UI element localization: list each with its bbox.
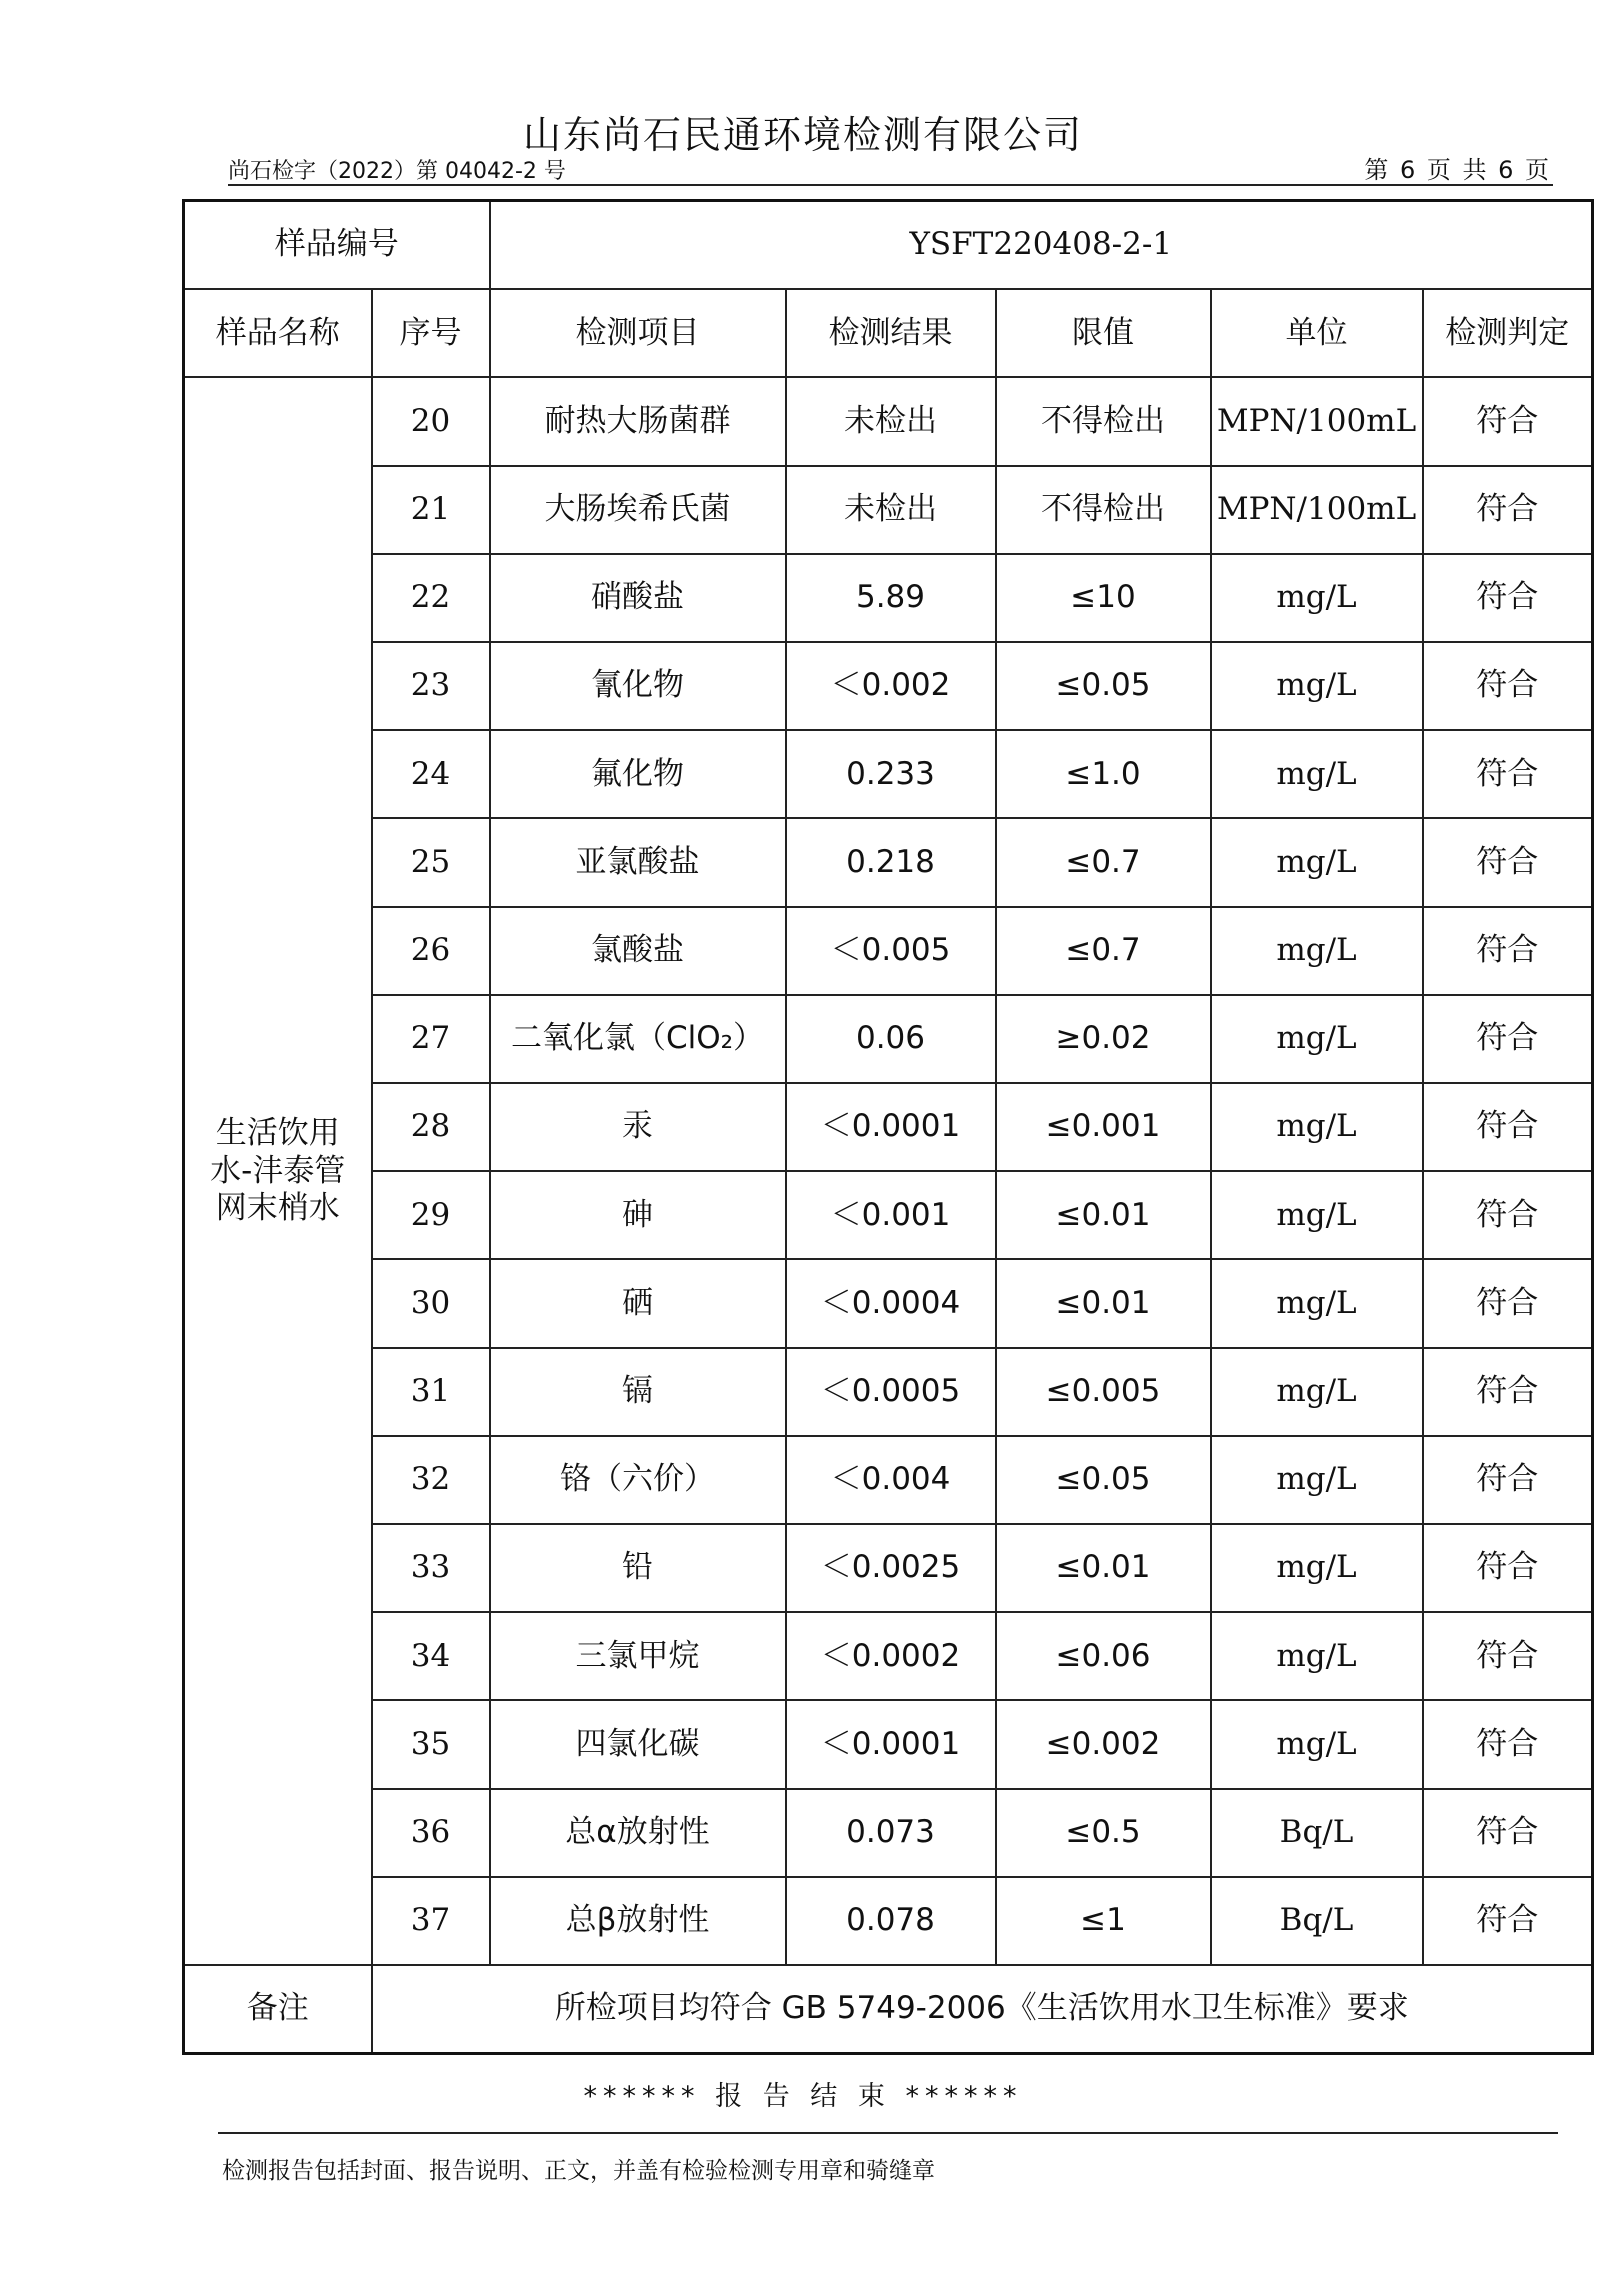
unit: mg/L bbox=[1211, 1083, 1423, 1171]
column-header: 检测项目 bbox=[490, 289, 786, 377]
row-number: 32 bbox=[372, 1436, 490, 1524]
row-number: 20 bbox=[372, 377, 490, 465]
table-row bbox=[184, 466, 1593, 554]
limit-value: ≤0.7 bbox=[996, 818, 1211, 906]
column-header: 序号 bbox=[372, 289, 490, 377]
table-row bbox=[184, 1612, 1593, 1700]
footer-note: 检测报告包括封面、报告说明、正文，并盖有检验检测专用章和骑缝章 bbox=[222, 2158, 935, 2184]
table-row bbox=[184, 907, 1593, 995]
row-number: 37 bbox=[372, 1877, 490, 1965]
table-row bbox=[184, 1700, 1593, 1788]
unit: Bq/L bbox=[1211, 1877, 1423, 1965]
column-header: 单位 bbox=[1211, 289, 1423, 377]
unit: mg/L bbox=[1211, 907, 1423, 995]
test-result: 0.06 bbox=[786, 995, 996, 1083]
unit: mg/L bbox=[1211, 1259, 1423, 1347]
test-item: 三氯甲烷 bbox=[490, 1612, 786, 1700]
limit-value: ≤0.7 bbox=[996, 907, 1211, 995]
verdict: 符合 bbox=[1423, 377, 1593, 465]
footer-divider bbox=[218, 2132, 1558, 2134]
column-header-row bbox=[184, 289, 1593, 377]
test-result: ＜0.0001 bbox=[786, 1083, 996, 1171]
table-row bbox=[184, 554, 1593, 642]
limit-value: 不得检出 bbox=[996, 377, 1211, 465]
column-header: 检测结果 bbox=[786, 289, 996, 377]
test-item: 铅 bbox=[490, 1524, 786, 1612]
limit-value: ≤1 bbox=[996, 1877, 1211, 1965]
page-number: 第 6 页 共 6 页 bbox=[1364, 156, 1551, 184]
row-number: 29 bbox=[372, 1171, 490, 1259]
limit-value: ≤0.001 bbox=[996, 1083, 1211, 1171]
sample-number-value: YSFT220408-2-1 bbox=[490, 201, 1593, 289]
verdict: 符合 bbox=[1423, 642, 1593, 730]
table-row bbox=[184, 1524, 1593, 1612]
row-number: 35 bbox=[372, 1700, 490, 1788]
verdict: 符合 bbox=[1423, 466, 1593, 554]
row-number: 27 bbox=[372, 995, 490, 1083]
limit-value: ≤1.0 bbox=[996, 730, 1211, 818]
table-row bbox=[184, 1348, 1593, 1436]
table-row bbox=[184, 1877, 1593, 1965]
report-end-marker: ****** 报 告 结 束 ****** bbox=[583, 2081, 1023, 2112]
unit: mg/L bbox=[1211, 1171, 1423, 1259]
test-item: 二氧化氯（ClO₂） bbox=[490, 995, 786, 1083]
test-result: 0.073 bbox=[786, 1789, 996, 1877]
verdict: 符合 bbox=[1423, 995, 1593, 1083]
verdict: 符合 bbox=[1423, 554, 1593, 642]
company-name: 山东尚石民通环境检测有限公司 bbox=[522, 113, 1083, 157]
unit: mg/L bbox=[1211, 818, 1423, 906]
verdict: 符合 bbox=[1423, 1171, 1593, 1259]
row-number: 31 bbox=[372, 1348, 490, 1436]
row-number: 33 bbox=[372, 1524, 490, 1612]
row-number: 23 bbox=[372, 642, 490, 730]
test-item: 氰化物 bbox=[490, 642, 786, 730]
test-item: 氟化物 bbox=[490, 730, 786, 818]
test-item: 砷 bbox=[490, 1171, 786, 1259]
unit: MPN/100mL bbox=[1211, 377, 1423, 465]
limit-value: ≤10 bbox=[996, 554, 1211, 642]
unit: mg/L bbox=[1211, 1524, 1423, 1612]
test-item: 铬（六价） bbox=[490, 1436, 786, 1524]
verdict: 符合 bbox=[1423, 818, 1593, 906]
test-item: 硒 bbox=[490, 1259, 786, 1347]
sample-name: 生活饮用 水-沣泰管 网末梢水 bbox=[184, 377, 372, 1965]
row-number: 36 bbox=[372, 1789, 490, 1877]
test-result: 未检出 bbox=[786, 377, 996, 465]
row-number: 26 bbox=[372, 907, 490, 995]
limit-value: ≤0.05 bbox=[996, 1436, 1211, 1524]
limit-value: ≤0.05 bbox=[996, 642, 1211, 730]
test-item: 汞 bbox=[490, 1083, 786, 1171]
test-result: ＜0.004 bbox=[786, 1436, 996, 1524]
test-result: ＜0.0002 bbox=[786, 1612, 996, 1700]
unit: mg/L bbox=[1211, 554, 1423, 642]
test-item: 硝酸盐 bbox=[490, 554, 786, 642]
limit-value: ≤0.002 bbox=[996, 1700, 1211, 1788]
table-row bbox=[184, 818, 1593, 906]
row-number: 28 bbox=[372, 1083, 490, 1171]
verdict: 符合 bbox=[1423, 1348, 1593, 1436]
limit-value: ≤0.005 bbox=[996, 1348, 1211, 1436]
test-result: ＜0.0001 bbox=[786, 1700, 996, 1788]
unit: mg/L bbox=[1211, 1436, 1423, 1524]
verdict: 符合 bbox=[1423, 1083, 1593, 1171]
unit: mg/L bbox=[1211, 642, 1423, 730]
row-number: 22 bbox=[372, 554, 490, 642]
sample-number-label: 样品编号 bbox=[184, 201, 490, 289]
table-row bbox=[184, 642, 1593, 730]
test-result: ＜0.002 bbox=[786, 642, 996, 730]
unit: mg/L bbox=[1211, 1700, 1423, 1788]
verdict: 符合 bbox=[1423, 1700, 1593, 1788]
remark-text: 所检项目均符合 GB 5749-2006《生活饮用水卫生标准》要求 bbox=[372, 1965, 1593, 2054]
limit-value: ≤0.01 bbox=[996, 1171, 1211, 1259]
table-row bbox=[184, 730, 1593, 818]
verdict: 符合 bbox=[1423, 1524, 1593, 1612]
verdict: 符合 bbox=[1423, 907, 1593, 995]
test-item: 总α放射性 bbox=[490, 1789, 786, 1877]
row-number: 24 bbox=[372, 730, 490, 818]
test-result: 0.218 bbox=[786, 818, 996, 906]
unit: mg/L bbox=[1211, 1612, 1423, 1700]
table-row bbox=[184, 1436, 1593, 1524]
test-item: 大肠埃希氏菌 bbox=[490, 466, 786, 554]
row-number: 30 bbox=[372, 1259, 490, 1347]
test-result: ＜0.0004 bbox=[786, 1259, 996, 1347]
test-item: 亚氯酸盐 bbox=[490, 818, 786, 906]
remark-row bbox=[184, 1965, 1593, 2054]
verdict: 符合 bbox=[1423, 1877, 1593, 1965]
sample-number-row bbox=[184, 201, 1593, 289]
test-item: 总β放射性 bbox=[490, 1877, 786, 1965]
remark-label: 备注 bbox=[184, 1965, 372, 2054]
unit: Bq/L bbox=[1211, 1789, 1423, 1877]
column-header: 检测判定 bbox=[1423, 289, 1593, 377]
limit-value: ≤0.06 bbox=[996, 1612, 1211, 1700]
table-row bbox=[184, 377, 1593, 465]
test-result: 5.89 bbox=[786, 554, 996, 642]
row-number: 34 bbox=[372, 1612, 490, 1700]
test-result: ＜0.005 bbox=[786, 907, 996, 995]
limit-value: ≥0.02 bbox=[996, 995, 1211, 1083]
verdict: 符合 bbox=[1423, 1259, 1593, 1347]
test-result: 未检出 bbox=[786, 466, 996, 554]
unit: mg/L bbox=[1211, 995, 1423, 1083]
limit-value: ≤0.01 bbox=[996, 1259, 1211, 1347]
limit-value: 不得检出 bbox=[996, 466, 1211, 554]
test-result: 0.078 bbox=[786, 1877, 996, 1965]
verdict: 符合 bbox=[1423, 730, 1593, 818]
table-row bbox=[184, 1259, 1593, 1347]
test-item: 镉 bbox=[490, 1348, 786, 1436]
table-row bbox=[184, 1083, 1593, 1171]
column-header: 限值 bbox=[996, 289, 1211, 377]
verdict: 符合 bbox=[1423, 1436, 1593, 1524]
unit: mg/L bbox=[1211, 730, 1423, 818]
row-number: 21 bbox=[372, 466, 490, 554]
test-item: 耐热大肠菌群 bbox=[490, 377, 786, 465]
test-result: ＜0.0005 bbox=[786, 1348, 996, 1436]
verdict: 符合 bbox=[1423, 1612, 1593, 1700]
report-number: 尚石检字（2022）第 04042-2 号 bbox=[228, 159, 566, 184]
verdict: 符合 bbox=[1423, 1789, 1593, 1877]
test-results-table bbox=[182, 199, 1594, 2055]
test-item: 氯酸盐 bbox=[490, 907, 786, 995]
limit-value: ≤0.01 bbox=[996, 1524, 1211, 1612]
unit: mg/L bbox=[1211, 1348, 1423, 1436]
table-row bbox=[184, 995, 1593, 1083]
column-header: 样品名称 bbox=[184, 289, 372, 377]
test-result: 0.233 bbox=[786, 730, 996, 818]
test-item: 四氯化碳 bbox=[490, 1700, 786, 1788]
header-divider bbox=[228, 184, 1553, 186]
row-number: 25 bbox=[372, 818, 490, 906]
test-result: ＜0.001 bbox=[786, 1171, 996, 1259]
limit-value: ≤0.5 bbox=[996, 1789, 1211, 1877]
unit: MPN/100mL bbox=[1211, 466, 1423, 554]
table-row bbox=[184, 1789, 1593, 1877]
table-row bbox=[184, 1171, 1593, 1259]
test-result: ＜0.0025 bbox=[786, 1524, 996, 1612]
